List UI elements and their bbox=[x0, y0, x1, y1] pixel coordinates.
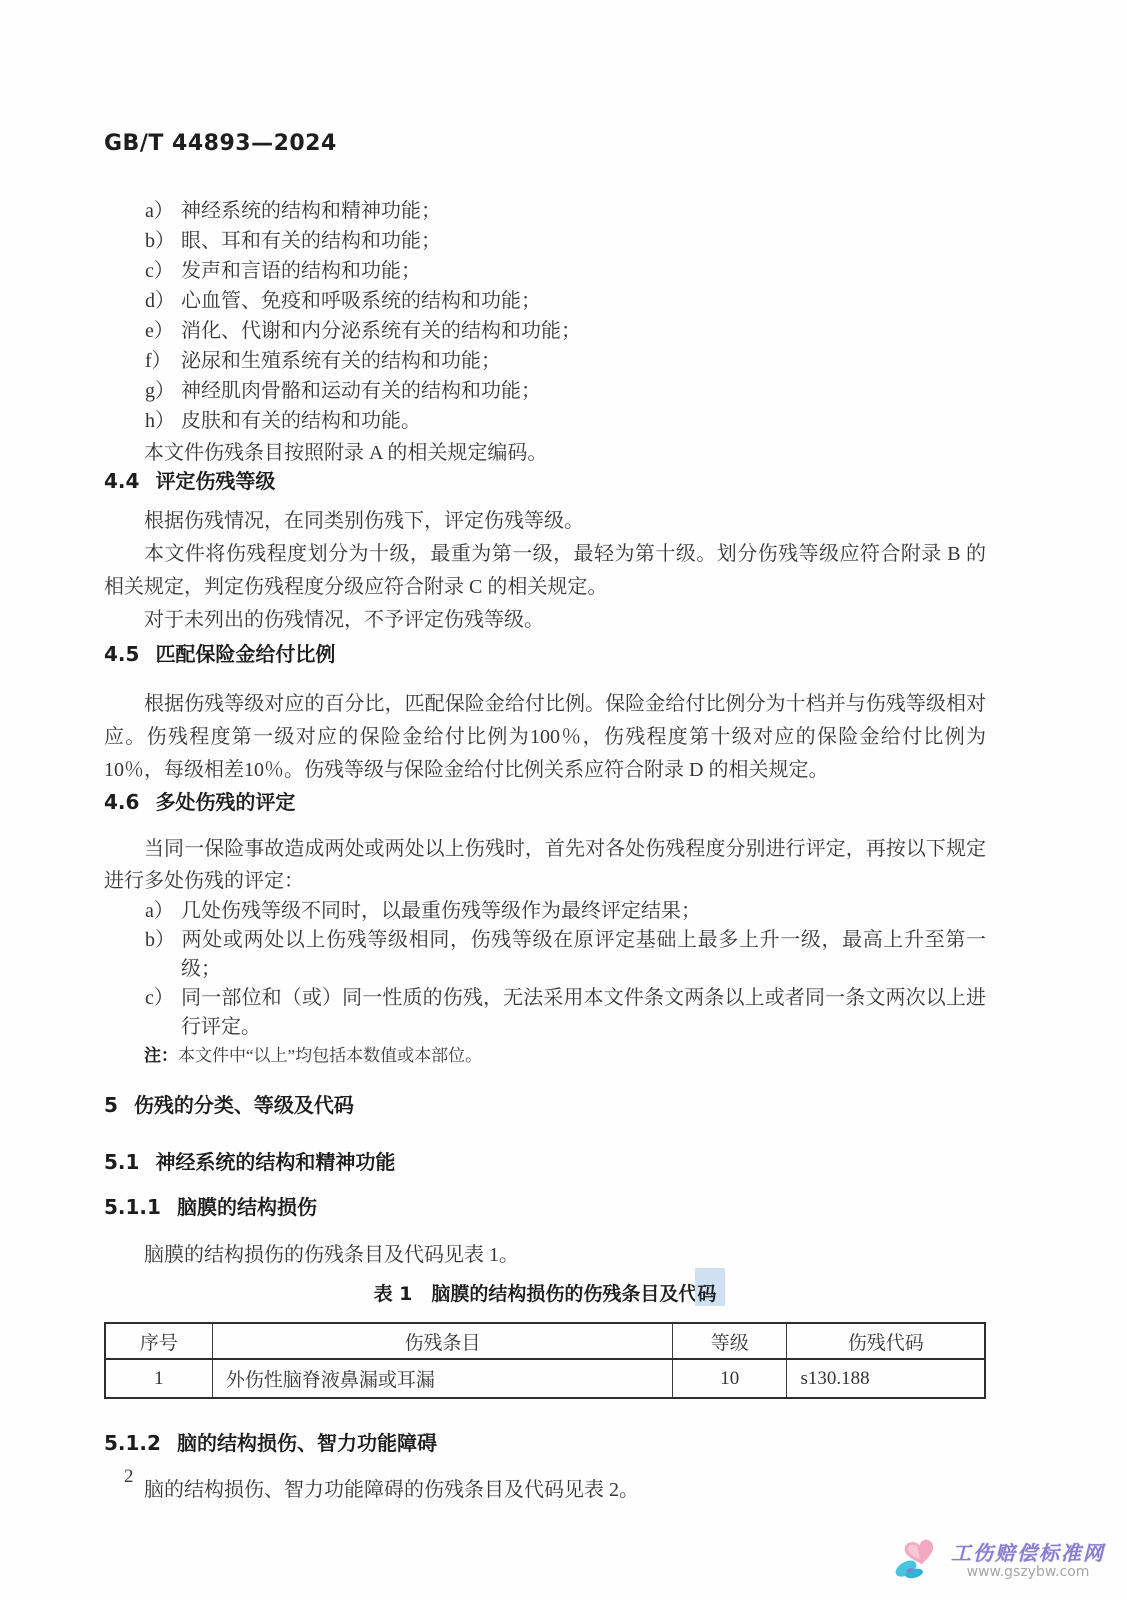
section-title: 伤残的分类、等级及代码 bbox=[133, 1093, 354, 1117]
list-item bbox=[145, 286, 986, 316]
paragraph: 脑的结构损伤、智力功能障碍的伤残条目及代码见表 2。 bbox=[144, 1479, 639, 1501]
table-1 bbox=[104, 1322, 986, 1399]
function-category-list bbox=[104, 196, 986, 436]
list-item-text: 同一部位和（或）同一性质的伤残，无法采用本文件条文两条以上或者同一条文两次以上进行评定。 bbox=[181, 987, 986, 1038]
section-number: 5.1.2 bbox=[104, 1431, 161, 1455]
section-heading-4-6 bbox=[104, 790, 986, 814]
section-heading-5-1-1 bbox=[104, 1195, 986, 1219]
chapter-heading-5 bbox=[104, 1093, 986, 1117]
list-item-label: h） bbox=[145, 410, 175, 432]
paragraph: 脑膜的结构损伤的伤残条目及代码见表 1。 bbox=[144, 1244, 519, 1266]
list-item-text: 心血管、免疫和呼吸系统的结构和功能； bbox=[181, 290, 541, 312]
table-caption-text: 表 1 脑膜的结构损伤的伤残条目及代 bbox=[373, 1283, 698, 1305]
list-item bbox=[145, 256, 986, 286]
list-item-text: 消化、代谢和内分泌系统有关的结构和功能； bbox=[181, 320, 581, 342]
list-item-text: 眼、耳和有关的结构和功能； bbox=[181, 230, 441, 252]
list-item-label: c） bbox=[145, 987, 174, 1009]
cell-index: 1 bbox=[105, 1359, 212, 1398]
table-caption-highlighted-char: 码 bbox=[697, 1283, 717, 1305]
section-number: 5.1 bbox=[104, 1150, 140, 1174]
list-item-text: 两处或两处以上伤残等级相同，伤残等级在原评定基础上最多上升一级，最高上升至第一级； bbox=[181, 929, 986, 980]
list-item bbox=[145, 376, 986, 406]
section-number: 4.5 bbox=[104, 642, 140, 666]
section-title: 脑膜的结构损伤 bbox=[176, 1195, 317, 1219]
list-item-label: g） bbox=[145, 380, 175, 402]
column-header-grade: 等级 bbox=[673, 1323, 787, 1359]
list-item-label: a） bbox=[145, 200, 174, 222]
list-item-label: b） bbox=[145, 230, 175, 252]
paragraph: 对于未列出的伤残情况，不予评定伤残等级。 bbox=[144, 609, 544, 631]
butterfly-heart-logo-icon bbox=[893, 1534, 945, 1588]
list-item bbox=[145, 316, 986, 346]
section-title: 评定伤残等级 bbox=[155, 469, 276, 493]
footnote-label: 注： bbox=[144, 1046, 178, 1066]
cell-code: s130.188 bbox=[787, 1359, 985, 1398]
watermark bbox=[893, 1534, 1105, 1588]
table-header-row bbox=[105, 1323, 985, 1359]
table-1-header bbox=[105, 1323, 985, 1359]
list-item-label: e） bbox=[145, 320, 174, 342]
list-item-text: 神经肌肉骨骼和运动有关的结构和功能； bbox=[181, 380, 541, 402]
cell-item: 外伤性脑脊液鼻漏或耳漏 bbox=[212, 1359, 672, 1398]
section-heading-5-1-2 bbox=[104, 1431, 986, 1455]
section-number: 4.4 bbox=[104, 469, 140, 493]
watermark-text-block bbox=[951, 1542, 1105, 1581]
footnote-text: 本文件中“以上”均包括本数值或本部位。 bbox=[178, 1046, 483, 1065]
section-number: 5.1.1 bbox=[104, 1195, 161, 1219]
section-title: 匹配保险金给付比例 bbox=[155, 642, 336, 666]
list-item-text: 几处伤残等级不同时，以最重伤残等级作为最终评定结果； bbox=[181, 900, 701, 922]
table-1-caption bbox=[104, 1281, 986, 1307]
list-item-label: f） bbox=[145, 350, 172, 372]
list-item-text: 发声和言语的结构和功能； bbox=[181, 260, 421, 282]
standard-code-header: GB/T 44893—2024 bbox=[104, 131, 337, 156]
list-item bbox=[145, 926, 986, 984]
section-number: 4.6 bbox=[104, 790, 140, 814]
table-row bbox=[105, 1359, 985, 1398]
list-item-text: 皮肤和有关的结构和功能。 bbox=[181, 410, 421, 432]
watermark-site-url: www.gszybw.com bbox=[966, 1563, 1090, 1580]
multi-injury-rule-list bbox=[104, 897, 986, 1042]
list-item-text: 泌尿和生殖系统有关的结构和功能； bbox=[181, 350, 501, 372]
paragraph: 根据伤残等级对应的百分比，匹配保险金给付比例。保险金给付比例分为十档并与伤残等级相对应。伤残程度第一级对应的保险金给付比例为100％，伤残程度第十级对应的保险金给付比例为10％，每级相差10％。伤残等级与保险金给付比例关系应符合附录 D 的相关规定。 bbox=[104, 693, 986, 781]
list-item-label: d） bbox=[145, 290, 175, 312]
page-number: 2 bbox=[124, 1466, 134, 1487]
list-item bbox=[145, 406, 986, 436]
column-header-code: 伤残代码 bbox=[787, 1323, 985, 1359]
column-header-item: 伤残条目 bbox=[212, 1323, 672, 1359]
paragraph: 根据伤残情况，在同类别伤残下，评定伤残等级。 bbox=[144, 510, 584, 532]
list-item bbox=[145, 984, 986, 1042]
section-heading-4-5 bbox=[104, 642, 986, 666]
section-heading-4-4 bbox=[104, 469, 986, 493]
section-title: 脑的结构损伤、智力功能障碍 bbox=[176, 1431, 437, 1455]
section-title: 神经系统的结构和精神功能 bbox=[155, 1150, 396, 1174]
column-header-index: 序号 bbox=[105, 1323, 212, 1359]
table-1-body bbox=[105, 1359, 985, 1398]
watermark-site-name: 工伤赔偿标准网 bbox=[951, 1540, 1105, 1565]
cell-grade: 10 bbox=[673, 1359, 787, 1398]
list-item-label: b） bbox=[145, 929, 175, 951]
list-item bbox=[145, 897, 986, 926]
list-item-text: 神经系统的结构和精神功能； bbox=[181, 200, 441, 222]
list-item bbox=[145, 196, 986, 226]
list-item bbox=[145, 346, 986, 376]
section-title: 多处伤残的评定 bbox=[155, 790, 296, 814]
paragraph: 本文件将伤残程度划分为十级，最重为第一级，最轻为第十级。划分伤残等级应符合附录 B 的相关规定，判定伤残程度分级应符合附录 C 的相关规定。 bbox=[104, 543, 986, 598]
list-item-label: c） bbox=[145, 260, 174, 282]
list-item bbox=[145, 226, 986, 256]
coding-note-paragraph: 本文件伤残条目按照附录 A 的相关规定编码。 bbox=[144, 442, 548, 464]
section-heading-5-1 bbox=[104, 1150, 986, 1174]
paragraph: 当同一保险事故造成两处或两处以上伤残时，首先对各处伤残程度分别进行评定，再按以下规定进行多处伤残的评定： bbox=[104, 838, 986, 892]
section-number: 5 bbox=[104, 1093, 118, 1117]
list-item-label: a） bbox=[145, 900, 174, 922]
footnote bbox=[144, 1044, 986, 1068]
